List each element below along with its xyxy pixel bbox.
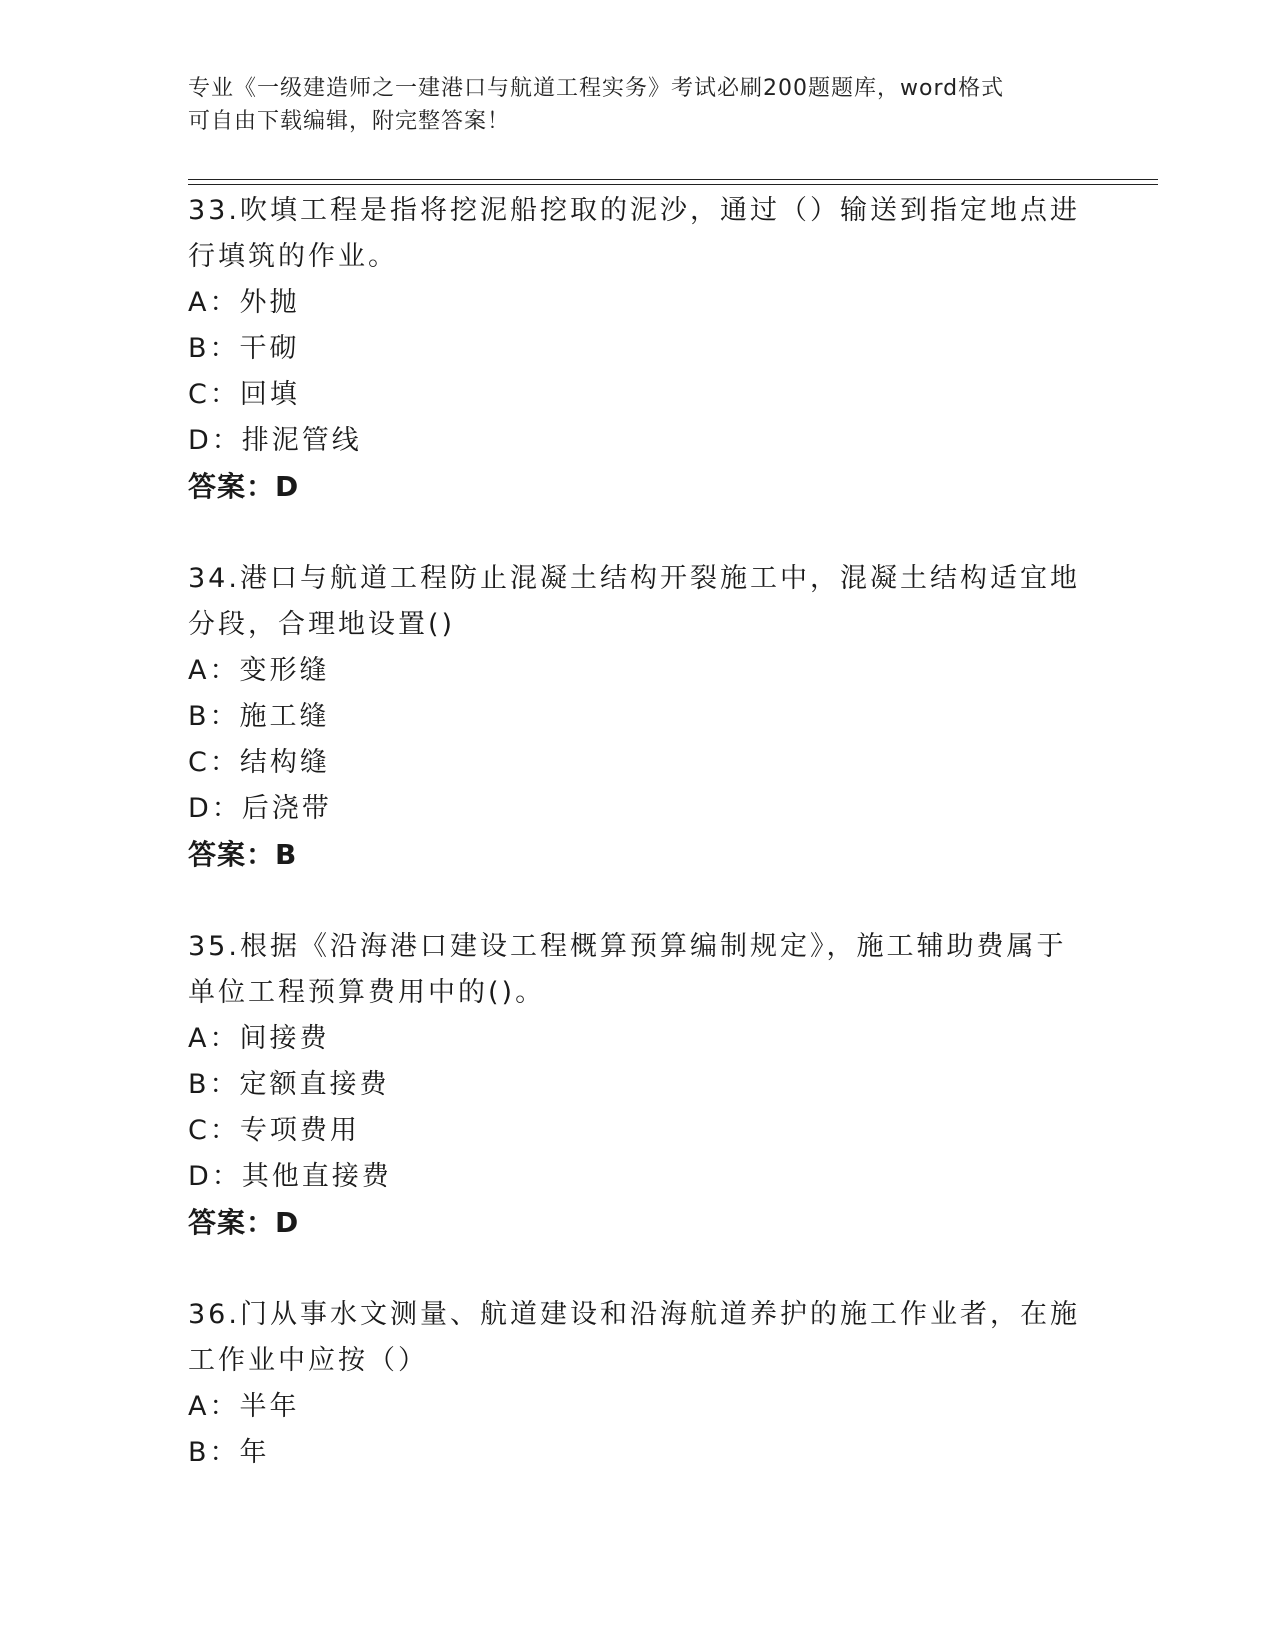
option-a: A：变形缝 xyxy=(188,655,330,686)
option-b: B：干砌 xyxy=(188,333,300,364)
question-36 xyxy=(188,1292,1088,1476)
option-b: B：施工缝 xyxy=(188,701,330,732)
document-header xyxy=(188,72,1068,138)
option-d: D：后浇带 xyxy=(188,793,332,824)
option-d: D：排泥管线 xyxy=(188,425,362,456)
question-stem: 36.门从事水文测量、航道建设和沿海航道养护的施工作业者，在施工作业中应按（） xyxy=(188,1299,1080,1376)
question-35 xyxy=(188,924,1088,1246)
question-list xyxy=(188,188,1088,1522)
option-b: B：定额直接费 xyxy=(188,1069,390,1100)
question-34 xyxy=(188,556,1088,878)
option-c: C：结构缝 xyxy=(188,747,330,778)
option-c: C：回填 xyxy=(188,379,300,410)
header-line-2: 可自由下载编辑，附完整答案！ xyxy=(188,109,511,134)
header-divider xyxy=(188,179,1158,185)
option-a: A：间接费 xyxy=(188,1023,330,1054)
option-a: A：半年 xyxy=(188,1391,300,1422)
question-answer: 答案：D xyxy=(188,1206,300,1239)
option-d: D：其他直接费 xyxy=(188,1161,392,1192)
option-a: A：外抛 xyxy=(188,287,300,318)
header-line-1: 专业《一级建造师之一建港口与航道工程实务》考试必刷200题题库，word格式 xyxy=(188,76,1005,101)
question-stem: 34.港口与航道工程防止混凝土结构开裂施工中，混凝土结构适宜地分段，合理地设置() xyxy=(188,563,1080,640)
question-answer: 答案：B xyxy=(188,838,298,871)
question-stem: 33.吹填工程是指将挖泥船挖取的泥沙，通过（）输送到指定地点进行填筑的作业。 xyxy=(188,195,1080,272)
question-stem: 35.根据《沿海港口建设工程概算预算编制规定》，施工辅助费属于单位工程预算费用中的()。 xyxy=(188,931,1067,1008)
option-b: B：年 xyxy=(188,1437,270,1468)
question-33 xyxy=(188,188,1088,510)
question-answer: 答案：D xyxy=(188,470,300,503)
option-c: C：专项费用 xyxy=(188,1115,360,1146)
